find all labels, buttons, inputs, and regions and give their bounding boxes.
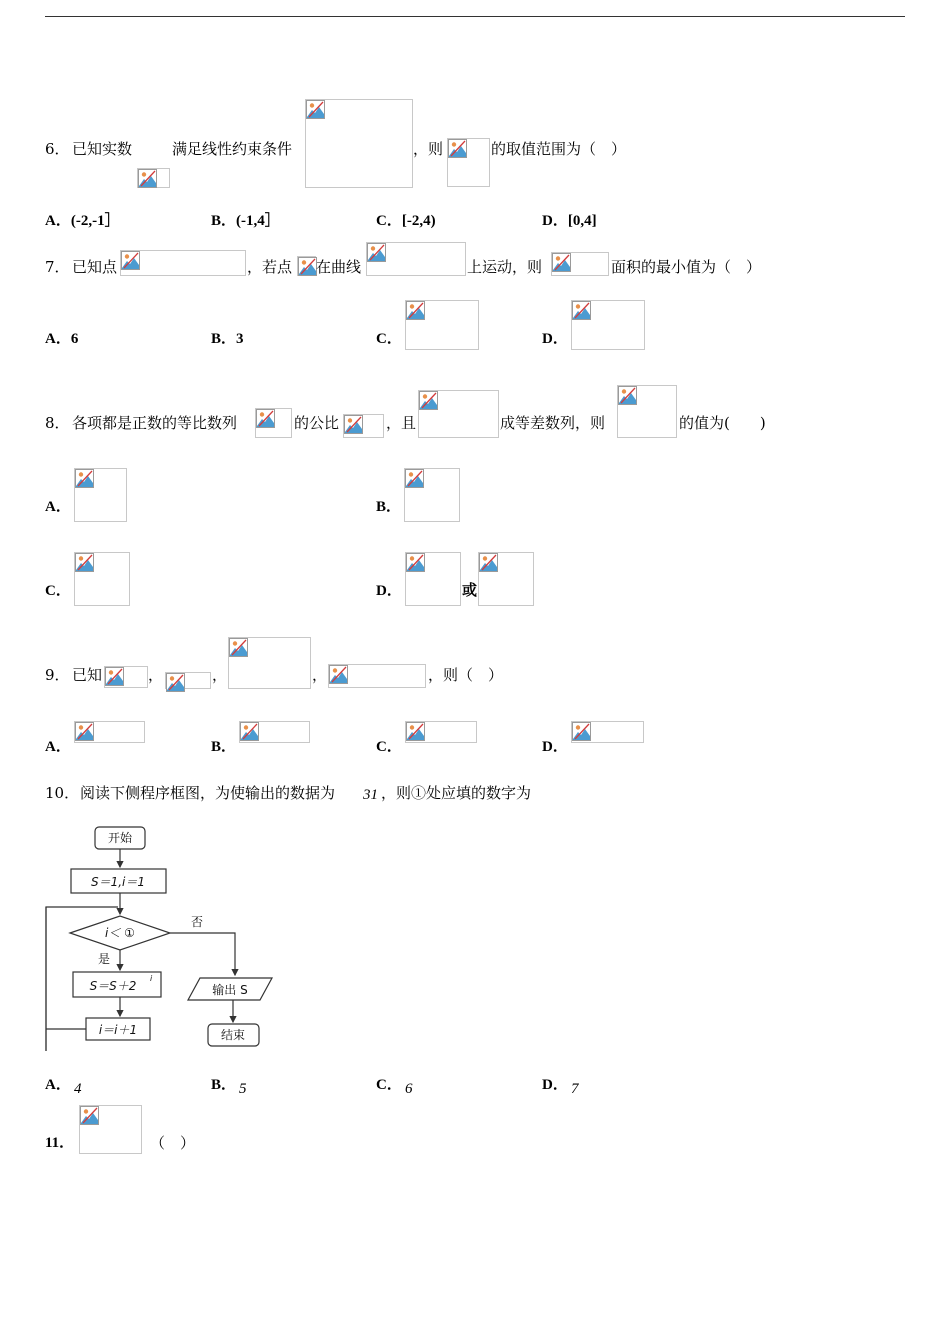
q8-option-a-image	[74, 468, 127, 522]
q8-option-d-image-1	[405, 552, 461, 606]
q9-sep-2: ，	[212, 666, 228, 684]
q7-option-c-image	[405, 300, 479, 350]
broken-image-icon	[80, 1106, 99, 1125]
q6-number: 6．	[45, 140, 70, 158]
q8-number: 8．	[45, 414, 70, 432]
flow-condition-label: i＜ ①	[105, 926, 135, 940]
q7-text-4: 上运动，则	[467, 258, 543, 276]
q9-option-d-image	[571, 721, 644, 743]
q8-option-d: D．	[376, 583, 402, 599]
q10-text-2: ，则①处应填的数字为	[381, 784, 532, 802]
flow-init-label: S＝1,i＝1	[90, 875, 146, 889]
q8-terms-image	[418, 390, 499, 438]
q10-option-c-value: 6	[405, 1081, 413, 1097]
broken-image-icon	[256, 409, 275, 428]
q10-text-1: 阅读下侧程序框图，为使输出的数据为	[80, 784, 336, 802]
broken-image-icon	[406, 553, 425, 572]
broken-image-icon	[448, 139, 467, 158]
broken-image-icon	[306, 100, 325, 119]
q10-option-a-value: 4	[74, 1081, 82, 1097]
q10-option-a-label: A．	[45, 1077, 71, 1093]
q8-sequence-image	[255, 408, 292, 438]
q11-question-image	[79, 1105, 142, 1154]
q9-b-image	[165, 672, 211, 689]
flow-increment-label: i＝i＋1	[98, 1023, 138, 1037]
q10-option-c-label: C．	[376, 1077, 402, 1093]
q7-text-5: 面积的最小值为（ ）	[611, 258, 762, 276]
broken-image-icon	[419, 391, 438, 410]
broken-image-icon	[572, 722, 591, 741]
q7-number: 7．	[45, 258, 70, 276]
flow-no-label: 否	[191, 915, 204, 929]
q7-option-d-image	[571, 300, 645, 350]
q6-option-d: D．[0,4]	[542, 213, 597, 229]
q7-text-1: 已知点	[72, 258, 118, 276]
q9-option-a-image	[74, 721, 145, 743]
flow-start-label: 开始	[107, 831, 133, 845]
q10-option-b-value: 5	[239, 1081, 247, 1097]
q8-option-b-image	[404, 468, 460, 522]
broken-image-icon	[75, 469, 94, 488]
q8-option-a: A．	[45, 499, 71, 515]
flow-yes-label: 是	[98, 952, 111, 966]
q8-text-4: 成等差数列，则	[500, 414, 606, 432]
broken-image-icon	[229, 638, 248, 657]
q7-triangle-image	[551, 252, 609, 276]
q9-text-1: 已知	[72, 666, 103, 684]
flow-end-label: 结束	[220, 1028, 246, 1042]
broken-image-icon	[367, 243, 386, 262]
q10-option-d-label: D．	[542, 1077, 568, 1093]
q6-option-a: A．(-2,-1］	[45, 213, 120, 229]
q7-point-image	[297, 256, 316, 276]
q8-option-c: C．	[45, 583, 71, 599]
q8-fraction-image	[617, 385, 677, 438]
q9-option-b-image	[239, 721, 310, 743]
q9-d-image	[328, 664, 426, 688]
top-rule	[45, 16, 905, 17]
q10-option-b-label: B．	[211, 1077, 237, 1093]
broken-image-icon	[75, 722, 94, 741]
q8-ratio-image	[343, 414, 384, 438]
q8-option-b: B．	[376, 499, 402, 515]
q6-option-c: C．[-2,4)	[376, 213, 436, 229]
q7-option-a: A．6	[45, 331, 79, 347]
q7-option-c: C．	[376, 331, 402, 347]
broken-image-icon	[75, 553, 94, 572]
broken-image-icon	[406, 722, 425, 741]
broken-image-icon	[105, 667, 124, 686]
broken-image-icon	[479, 553, 498, 572]
q9-c-image	[228, 637, 311, 689]
broken-image-icon	[121, 251, 140, 270]
broken-image-icon	[240, 722, 259, 741]
q9-a-image	[104, 666, 148, 688]
q6-text-3: ，则	[413, 140, 444, 158]
q8-text-3: ，且	[386, 414, 417, 432]
q9-sep-1: ，	[148, 666, 164, 684]
q9-number: 9．	[45, 666, 70, 684]
q11-text: （ ）	[150, 1134, 196, 1152]
q8-text-2: 的公比	[294, 414, 340, 432]
broken-image-icon	[138, 169, 157, 188]
q8-text-1: 各项都是正数的等比数列	[72, 414, 238, 432]
q7-text-2: ，若点	[247, 258, 293, 276]
flow-output-label: 输出 S	[212, 983, 248, 997]
broken-image-icon	[405, 469, 424, 488]
q7-points-image	[120, 250, 246, 276]
q9-option-d: D．	[542, 739, 568, 755]
q6-text-1: 已知实数	[72, 140, 133, 158]
broken-image-icon	[572, 301, 591, 320]
q10-option-d-value: 7	[571, 1081, 579, 1097]
q9-text-2: ，则（ ）	[428, 666, 504, 684]
q8-option-d-or: 或	[462, 583, 478, 599]
broken-image-icon	[552, 253, 571, 272]
q9-sep-3: ，	[312, 666, 328, 684]
broken-image-icon	[166, 673, 185, 692]
q9-option-c-image	[405, 721, 477, 743]
q9-option-a: A．	[45, 739, 71, 755]
q6-text-4: 的取值范围为（ ）	[491, 140, 627, 158]
q6-expr-image	[447, 138, 490, 187]
flow-update-exponent: i	[150, 974, 153, 983]
broken-image-icon	[344, 415, 363, 434]
q7-option-b: B．3	[211, 331, 244, 347]
q6-constraint-image	[305, 99, 413, 188]
q9-option-c: C．	[376, 739, 402, 755]
q8-text-5: 的值为( )	[679, 414, 766, 432]
q6-variable-image	[137, 168, 170, 188]
flowchart	[40, 820, 280, 1060]
q7-option-d: D．	[542, 331, 568, 347]
q7-curve-image	[366, 242, 466, 276]
q6-option-b: B．(-1,4］	[211, 213, 280, 229]
broken-image-icon	[329, 665, 348, 684]
q8-option-c-image	[74, 552, 130, 606]
q10-number: 10．	[45, 784, 80, 802]
q10-value: 31	[363, 787, 378, 803]
flow-update-label: S＝S＋2	[89, 979, 137, 993]
broken-image-icon	[618, 386, 637, 405]
broken-image-icon	[298, 257, 317, 276]
q9-option-b: B．	[211, 739, 237, 755]
broken-image-icon	[406, 301, 425, 320]
q6-text-2: 满足线性约束条件	[172, 140, 293, 158]
q8-option-d-image-2	[478, 552, 534, 606]
q7-text-3: 在曲线	[316, 258, 362, 276]
q11-number: 11．	[45, 1135, 75, 1151]
